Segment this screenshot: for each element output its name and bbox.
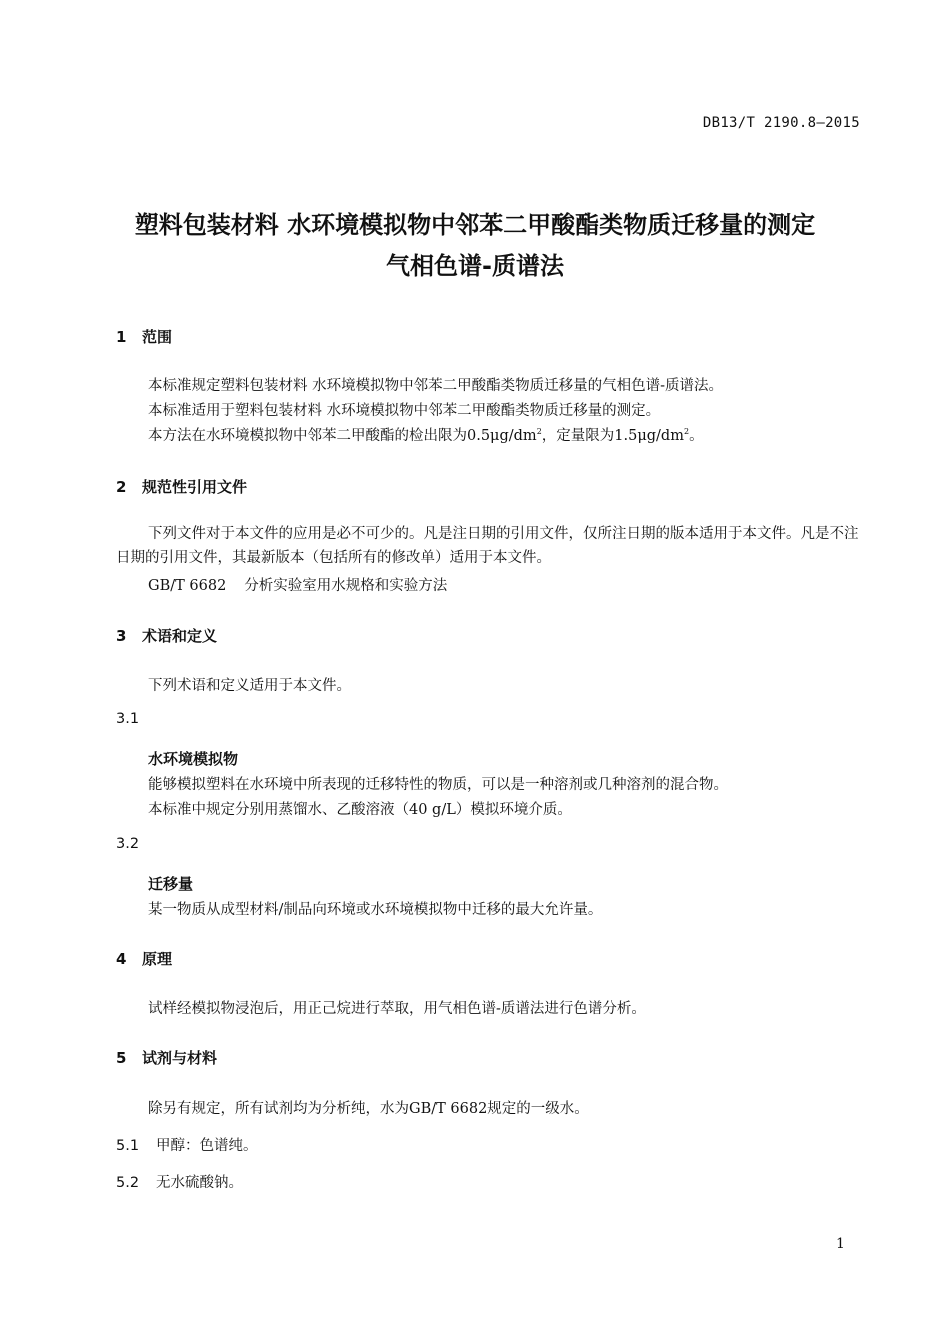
superscript: 2 xyxy=(536,427,542,437)
scope-p3-part-c: 。 xyxy=(689,428,704,444)
section-4-heading xyxy=(116,948,172,969)
item-text: 甲醇：色谱纯。 xyxy=(156,1138,258,1154)
scope-paragraph-2: 本标准适用于塑料包装材料 水环境模拟物中邻苯二甲酸酯类物质迁移量的测定。 xyxy=(148,403,661,419)
section-title: 规范性引用文件 xyxy=(142,478,248,496)
item-number: 5.2 xyxy=(116,1175,140,1191)
section-number: 4 xyxy=(116,950,127,968)
section-number: 2 xyxy=(116,478,127,496)
section-title: 范围 xyxy=(142,328,173,346)
section-title: 原理 xyxy=(142,950,173,968)
term-number-3-1: 3.1 xyxy=(116,711,140,727)
document-title-line-2: 气相色谱-质谱法 xyxy=(386,252,564,280)
reference-title: 分析实验室用水规格和实验方法 xyxy=(244,578,448,594)
item-number: 5.1 xyxy=(116,1138,140,1154)
normative-references-paragraph: 下列文件对于本文件的应用是必不可少的。凡是注日期的引用文件，仅所注日期的版本适用于本文件。凡是不注日期的引用文件，其最新版本（包括所有的修改单）适用于本文件。 xyxy=(116,526,859,566)
reference-entry xyxy=(148,574,447,595)
reference-code: GB/T 6682 xyxy=(148,578,227,594)
term-number-3-2: 3.2 xyxy=(116,836,140,852)
reagent-item-5-2 xyxy=(116,1171,243,1192)
section-title: 术语和定义 xyxy=(142,627,218,645)
section-3-heading xyxy=(116,625,217,646)
scope-p3-part-a: 本方法在水环境模拟物中邻苯二甲酸酯的检出限为0.5μg/dm xyxy=(148,428,537,444)
terms-intro-paragraph: 下列术语和定义适用于本文件。 xyxy=(148,678,351,694)
item-text: 无水硫酸钠。 xyxy=(156,1175,243,1191)
superscript: 2 xyxy=(683,427,690,437)
principle-paragraph: 试样经模拟物浸泡后，用正己烷进行萃取，用气相色谱-质谱法进行色谱分析。 xyxy=(148,1001,646,1017)
section-1-heading xyxy=(116,326,172,347)
term-definition: 能够模拟塑料在水环境中所表现的迁移特性的物质，可以是一种溶剂或几种溶剂的混合物。 xyxy=(148,777,728,793)
term-note: 本标准中规定分别用蒸馏水、乙酸溶液（40 g/L）模拟环境介质。 xyxy=(148,802,572,818)
section-number: 1 xyxy=(116,328,127,346)
standard-number: DB13/T 2190.8—2015 xyxy=(702,115,860,131)
scope-paragraph-1: 本标准规定塑料包装材料 水环境模拟物中邻苯二甲酸酯类物质迁移量的气相色谱-质谱法。 xyxy=(148,378,724,394)
page-number: 1 xyxy=(836,1236,845,1252)
term-name: 迁移量 xyxy=(148,875,194,893)
section-2-heading xyxy=(116,476,247,497)
section-5-heading xyxy=(116,1047,217,1068)
reagent-item-5-1 xyxy=(116,1134,258,1155)
scope-paragraph-3 xyxy=(148,424,704,445)
section-number: 3 xyxy=(116,627,127,645)
term-name: 水环境模拟物 xyxy=(148,750,239,768)
reagents-paragraph: 除另有规定，所有试剂均为分析纯，水为GB/T 6682规定的一级水。 xyxy=(148,1101,589,1117)
scope-p3-part-b: ，定量限为1.5μg/dm xyxy=(541,428,684,444)
term-definition: 某一物质从成型材料/制品向环境或水环境模拟物中迁移的最大允许量。 xyxy=(148,902,603,918)
section-number: 5 xyxy=(116,1049,127,1067)
document-title-line-1: 塑料包装材料 水环境模拟物中邻苯二甲酸酯类物质迁移量的测定 xyxy=(134,211,816,239)
section-title: 试剂与材料 xyxy=(142,1049,218,1067)
